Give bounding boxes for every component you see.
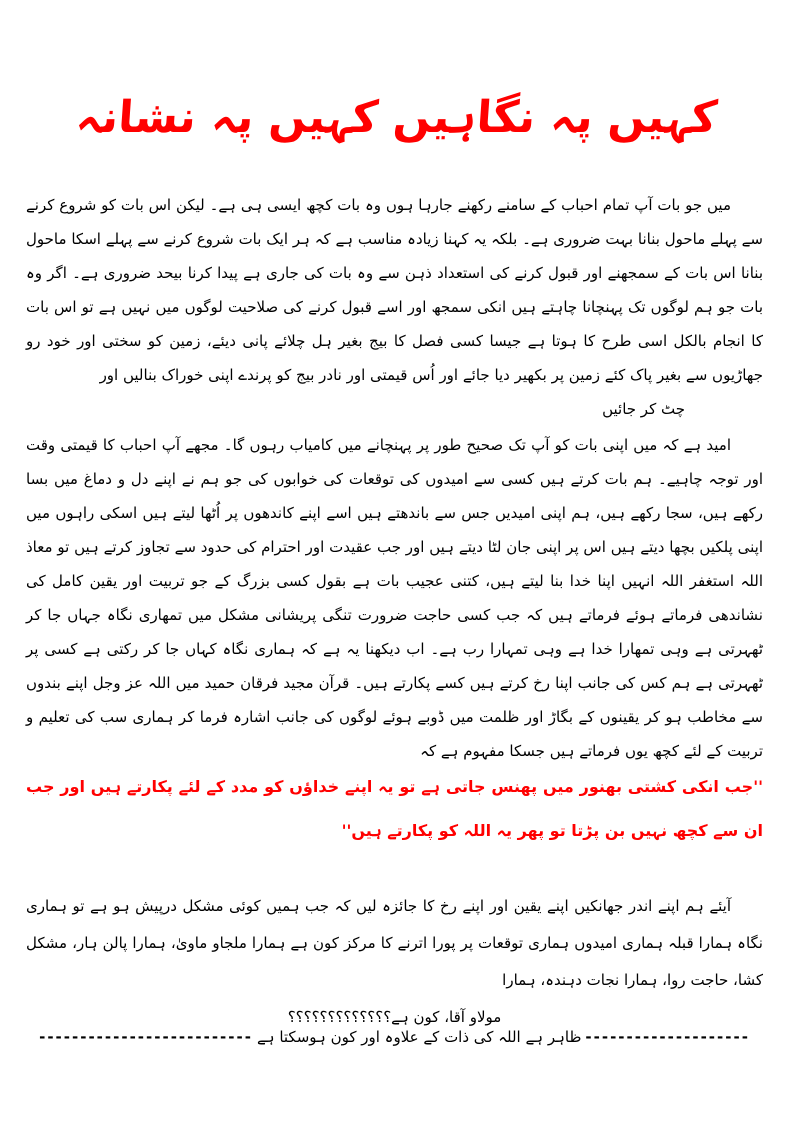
paragraph-conclusion [26, 888, 763, 1036]
footer-divider [26, 1022, 763, 1052]
paragraph-intro [26, 188, 763, 426]
paragraph-intro-lastline: چٹ کر جائیں [602, 400, 685, 418]
footer-dashes-right: -------------------- [585, 1028, 750, 1046]
paragraph-intro-text: میں جو بات آپ تمام احباب کے سامنے رکھنے جارہا ہوں وہ بات کچھ ایسی ہی ہے۔ لیکن اس بات کو شروع کرنے سے پہلے ماحول بنانا بہت ضروری ہے۔ بلکہ یہ کہنا زیادہ مناسب ہے کہ ہر ایک بات شروع کرنے سے پہلے اسکا ماحول بنانا اس بات کے سمجھنے اور قبول کرنے کی استعداد ذہن سے وہ بات کی جاری ہے پیدا کرنا بیحد ضروری ہے۔ اگر وہ بات جو ہم لوگوں تک پہنچانا چاہتے ہیں انکی سمجھ اور اسے قبول کرنے کی صلاحیت لوگوں میں نہیں ہے تو اس بات کا انجام بالکل اسی طرح کا ہوتا ہے جیسا کسی فصل کا بیج بغیر ہل چلائے پانی دیئے، زمین کو سختی اور خود رو جھاڑیوں سے بغیر پاک کئے زمین پر بکھیر دیا جائے اور اُس قیمتی اور نادر بیج کو پرندے اپنی خوراک بنالیں اور [26, 196, 763, 384]
paragraph-conclusion-lastline: مولاو آقا، کون ہے؟؟؟؟؟؟؟؟؟؟؟؟؟ [287, 1008, 502, 1026]
footer-note: ظاہر ہے اللہ کی ذات کے علاوہ اور کون ہوسکتا ہے [256, 1028, 582, 1046]
footer-dashes-left: -------------------------- [39, 1028, 253, 1046]
quote-lastline: کو پکارتے ہیں'' [341, 821, 459, 840]
page-title: کہیں پہ نگاہیں کہیں پہ نشانہ [74, 92, 719, 143]
quote-paragraph [26, 765, 763, 853]
paragraph-main-text: امید ہے کہ میں اپنی بات کو آپ تک صحیح طور پر پہنچانے میں کامیاب رہوں گا۔ مجھے آپ احباب کا قیمتی وقت اور توجہ چاہیے۔ ہم بات کرتے ہیں کسی سے امیدوں کی توقعات کی خوابوں کی جو ہم نے اپنے دل و دماغ میں بسا رکھے ہیں، سجا رکھے ہیں، ہم اپنی امیدیں جس سے باندھتے ہیں اسے اپنے کاندھوں پر اُٹھا لیتے ہیں اسکی راہوں میں اپنی پلکیں بچھا دیتے ہیں اس پر اپنی جان لٹا دیتے ہیں اور جب عقیدت اور احترام کی حدود سے تجاوز کرتے ہیں تو معاذ اللہ استغفر اللہ انہیں اپنا خدا بنا لیتے ہیں، کتنی عجیب بات ہے بقول کسی بزرگ کے جو تربیت اور یقین کامل کی نشاندھی فرماتے ہوئے فرماتے ہیں کہ جب کسی حاجت ضرورت تنگی پریشانی مشکل میں تمھاری نگاہ جہاں جا کر ٹھہرتی ہے وہی تمھارا خدا ہے وہی تمہارا رب ہے۔ اب دیکھنا یہ ہے کہ ہماری نگاہ کہاں جا کر رکتی ہے کسی پر ٹھہرتی ہے ہم کس کی جانب اپنا رخ کرتے ہیں کسے پکارتے ہیں۔ قرآن مجید فرقان حمید میں اللہ عز وجل اپنے بندوں سے مخاطب ہو کر یقینوں کے بگاڑ اور ظلمت میں ڈوبے ہوئے لوگوں کی جانب اشارہ فرما کر ہماری سب کی تعلیم و تربیت کے لئے کچھ یوں فرماتے ہیں جسکا مفہوم ہے کہ [26, 436, 763, 760]
paragraph-main [26, 428, 763, 768]
paragraph-conclusion-text: آیئے ہم اپنے اندر جھانکیں اپنے یقین اور اپنے رخ کا جائزہ لیں کہ جب ہمیں کوئی مشکل درپیش ہو ہے تو ہماری نگاہ ہمارا قبلہ ہماری امیدوں ہماری توقعات پر پورا اترنے کا مرکز کون ہے ہمارا ملجاو ماویٰ، ہمارا پالن ہار، مشکل کشا، حاجت روا، ہمارا نجات دہندہ، ہمارا [26, 897, 763, 989]
quote-text: ''جب انکی کشتی بھنور میں پھنس جاتی ہے تو یہ اپنے خداؤں کو مدد کے لئے پکارتے ہیں اور جب ان سے کچھ نہیں بن پڑتا تو پھر یہ اللہ [26, 777, 763, 840]
